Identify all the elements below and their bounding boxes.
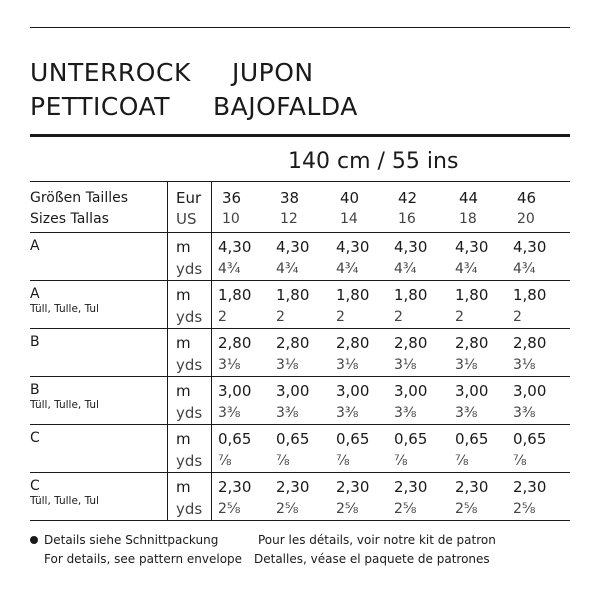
- cell-yards: 3⅛: [455, 357, 478, 373]
- cell-meters: 3,00: [276, 382, 310, 400]
- cell-meters: 4,30: [218, 238, 252, 256]
- row-rule: [30, 520, 570, 521]
- header-row-rule: [30, 232, 570, 233]
- cell-yards: 3⅜: [455, 405, 478, 421]
- cell-meters: 2,80: [394, 334, 428, 352]
- cell-meters: 0,65: [276, 430, 310, 448]
- row-label: C: [30, 478, 40, 494]
- unit-yds: yds: [176, 356, 203, 374]
- unit-yds: yds: [176, 260, 203, 278]
- cell-meters: 0,65: [218, 430, 252, 448]
- cell-yards: 2: [218, 309, 227, 325]
- title-rule: [30, 134, 570, 137]
- cell-yards: ⅞: [218, 453, 232, 469]
- cell-yards: 2⅝: [394, 501, 417, 517]
- sizes-label-de-fr: Größen Tailles: [30, 190, 129, 206]
- cell-meters: 0,65: [336, 430, 370, 448]
- sizes-label-en-es: Sizes Tallas: [30, 211, 109, 227]
- title-bajofalda: BAJOFALDA: [213, 92, 358, 121]
- cell-yards: 3⅛: [276, 357, 299, 373]
- note-de: Details siehe Schnittpackung: [44, 533, 219, 547]
- cell-yards: 3⅛: [218, 357, 241, 373]
- title-petticoat: PETTICOAT: [30, 92, 170, 121]
- size-eur: 44: [459, 189, 479, 207]
- cell-meters: 0,65: [455, 430, 489, 448]
- cell-meters: 2,30: [455, 478, 489, 496]
- cell-yards: 2: [513, 309, 522, 325]
- cell-meters: 4,30: [394, 238, 428, 256]
- size-us: 12: [280, 211, 298, 227]
- cell-yards: 3⅜: [218, 405, 241, 421]
- size-us: 14: [340, 211, 358, 227]
- size-eur: 42: [398, 189, 418, 207]
- cell-meters: 3,00: [218, 382, 252, 400]
- cell-yards: 3⅛: [513, 357, 536, 373]
- cell-meters: 2,30: [513, 478, 547, 496]
- cell-yards: 3⅛: [394, 357, 417, 373]
- cell-meters: 2,80: [513, 334, 547, 352]
- cell-yards: 3⅜: [276, 405, 299, 421]
- cell-meters: 1,80: [218, 286, 252, 304]
- row-label: B: [30, 382, 40, 398]
- unit-yds: yds: [176, 452, 203, 470]
- cell-meters: 3,00: [455, 382, 489, 400]
- cell-yards: ⅞: [513, 453, 527, 469]
- cell-meters: 4,30: [276, 238, 310, 256]
- cell-yards: 4¾: [455, 261, 478, 277]
- cell-meters: 1,80: [394, 286, 428, 304]
- row-label: A: [30, 286, 40, 302]
- unit-m: m: [176, 478, 191, 496]
- cell-meters: 2,30: [276, 478, 310, 496]
- cell-meters: 4,30: [513, 238, 547, 256]
- title-jupon: JUPON: [232, 58, 314, 87]
- row-label: C: [30, 430, 40, 446]
- size-eur: 40: [340, 189, 360, 207]
- bullet-icon: [30, 536, 38, 544]
- unit-yds: yds: [176, 308, 203, 326]
- cell-yards: 2: [336, 309, 345, 325]
- cell-yards: 2: [276, 309, 285, 325]
- cell-yards: 2⅝: [276, 501, 299, 517]
- unit-m: m: [176, 238, 191, 256]
- cell-yards: 2⅝: [455, 501, 478, 517]
- fabric-width-heading: 140 cm / 55 ins: [288, 149, 459, 174]
- cell-yards: 3⅜: [336, 405, 359, 421]
- cell-yards: ⅞: [394, 453, 408, 469]
- cell-yards: 2: [394, 309, 403, 325]
- cell-yards: 2: [455, 309, 464, 325]
- row-sublabel: Tüll, Tulle, Tul: [30, 495, 99, 507]
- us-label: US: [176, 210, 197, 228]
- cell-meters: 3,00: [394, 382, 428, 400]
- cell-meters: 1,80: [455, 286, 489, 304]
- size-eur: 46: [517, 189, 537, 207]
- cell-meters: 1,80: [276, 286, 310, 304]
- eur-label: Eur: [176, 189, 202, 207]
- size-us: 18: [459, 211, 477, 227]
- row-rule: [30, 376, 570, 377]
- cell-meters: 1,80: [336, 286, 370, 304]
- row-rule: [30, 280, 570, 281]
- row-sublabel: Tüll, Tulle, Tul: [30, 399, 99, 411]
- cell-yards: ⅞: [336, 453, 350, 469]
- cell-meters: 0,65: [394, 430, 428, 448]
- cell-meters: 2,80: [455, 334, 489, 352]
- row-rule: [30, 472, 570, 473]
- cell-meters: 2,80: [276, 334, 310, 352]
- cell-meters: 2,30: [336, 478, 370, 496]
- cell-yards: ⅞: [276, 453, 290, 469]
- size-eur: 38: [280, 189, 300, 207]
- cell-meters: 4,30: [455, 238, 489, 256]
- cell-meters: 0,65: [513, 430, 547, 448]
- cell-yards: 2⅝: [218, 501, 241, 517]
- cell-yards: 4¾: [513, 261, 536, 277]
- cell-yards: 3⅛: [336, 357, 359, 373]
- unit-m: m: [176, 430, 191, 448]
- note-es: Detalles, véase el paquete de patrones: [254, 552, 490, 566]
- size-us: 10: [222, 211, 240, 227]
- cell-yards: 2⅝: [336, 501, 359, 517]
- row-rule: [30, 328, 570, 329]
- cell-yards: 4¾: [276, 261, 299, 277]
- cell-meters: 2,30: [394, 478, 428, 496]
- cell-yards: ⅞: [455, 453, 469, 469]
- row-sublabel: Tüll, Tulle, Tul: [30, 303, 99, 315]
- cell-meters: 2,80: [336, 334, 370, 352]
- cell-meters: 4,30: [336, 238, 370, 256]
- cell-yards: 4¾: [394, 261, 417, 277]
- top-rule: [30, 27, 570, 28]
- row-rule: [30, 424, 570, 425]
- row-label: A: [30, 238, 40, 254]
- cell-yards: 4¾: [336, 261, 359, 277]
- unit-m: m: [176, 382, 191, 400]
- cell-meters: 1,80: [513, 286, 547, 304]
- table-top-rule: [30, 181, 570, 182]
- note-fr: Pour les détails, voir notre kit de patron: [258, 533, 496, 547]
- cell-meters: 3,00: [336, 382, 370, 400]
- cell-meters: 2,80: [218, 334, 252, 352]
- unit-yds: yds: [176, 404, 203, 422]
- unit-m: m: [176, 334, 191, 352]
- cell-yards: 4¾: [218, 261, 241, 277]
- row-label: B: [30, 334, 40, 350]
- unit-m: m: [176, 286, 191, 304]
- cell-meters: 2,30: [218, 478, 252, 496]
- size-us: 20: [517, 211, 535, 227]
- size-us: 16: [398, 211, 416, 227]
- cell-yards: 3⅜: [394, 405, 417, 421]
- cell-yards: 3⅜: [513, 405, 536, 421]
- unit-yds: yds: [176, 500, 203, 518]
- cell-meters: 3,00: [513, 382, 547, 400]
- note-en: For details, see pattern envelope: [44, 552, 243, 566]
- size-eur: 36: [222, 189, 242, 207]
- cell-yards: 2⅝: [513, 501, 536, 517]
- title-unterrock: UNTERROCK: [30, 58, 191, 87]
